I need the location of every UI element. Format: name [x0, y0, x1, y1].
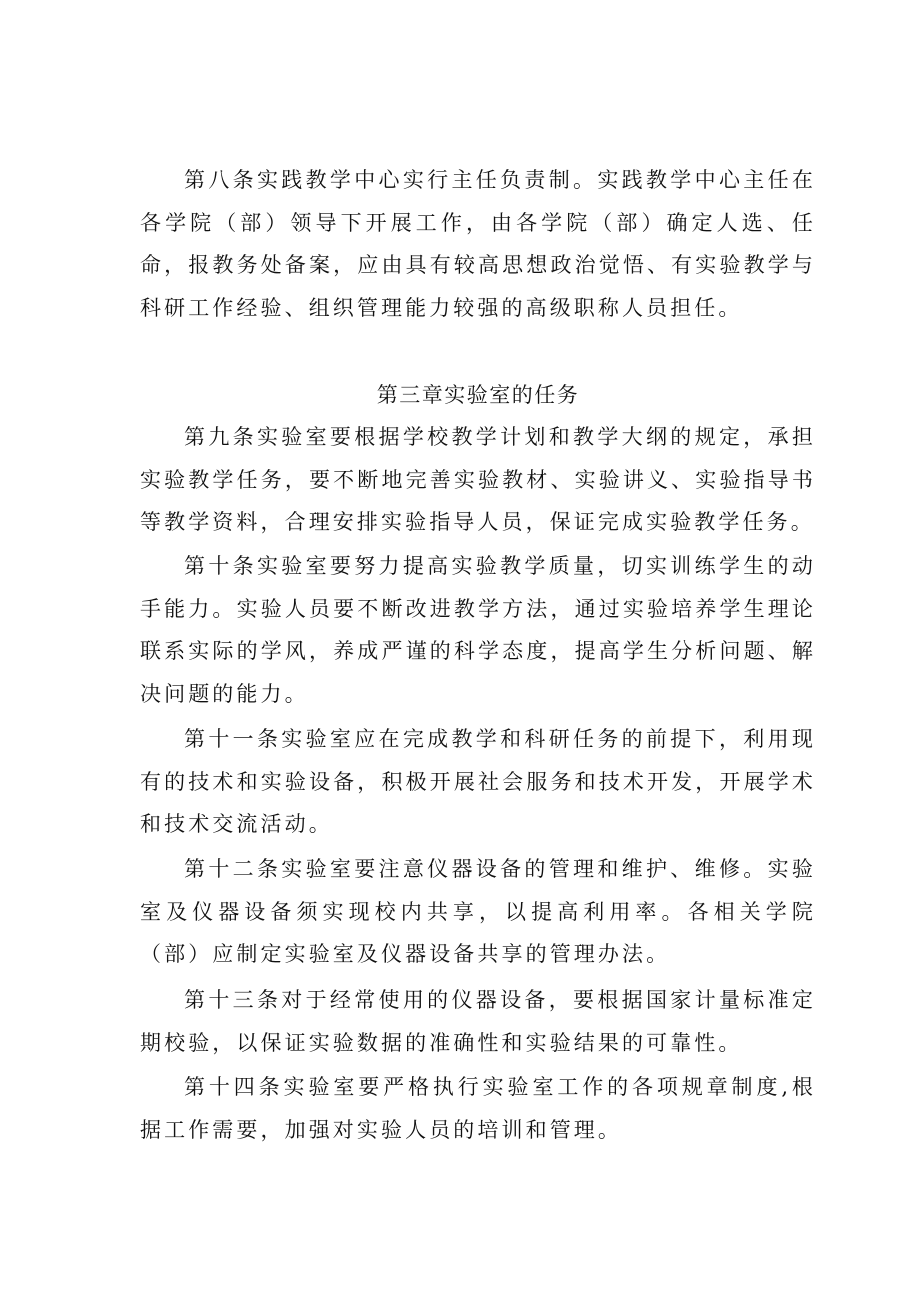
paragraph-article-11: 第十一条实验室应在完成教学和科研任务的前提下，利用现有的技术和实验设备，积极开展社会服务和技术开发，开展学术和技术交流活动。 [140, 727, 816, 837]
paragraph-article-14: 第十四条实验室要严格执行实验室工作的各项规章制度,根据工作需要，加强对实验人员的培训和管理。 [140, 1075, 816, 1142]
paragraph-article-8: 第八条实践教学中心实行主任负责制。实践教学中心主任在各学院（部）领导下开展工作，由各学院（部）确定人选、任命，报教务处备案，应由具有较高思想政治觉悟、有实验教学与科研工作经验、组织管理能力较强的高级职称人员担任。 [140, 168, 816, 320]
paragraph-article-9: 第九条实验室要根据学校教学计划和教学大纲的规定，承担实验教学任务，要不断地完善实验教材、实验讲义、实验指导书等教学资料，合理安排实验指导人员，保证完成实验教学任务。 [140, 425, 816, 535]
paragraph-article-13: 第十三条对于经常使用的仪器设备，要根据国家计量标准定期校验，以保证实验数据的准确性和实验结果的可靠性。 [140, 988, 816, 1055]
chapter-heading: 第三章实验室的任务 [376, 383, 580, 407]
paragraph-article-10: 第十条实验室要努力提高实验教学质量，切实训练学生的动手能力。实验人员要不断改进教学方法，通过实验培养学生理论联系实际的学风，养成严谨的科学态度，提高学生分析问题、解决问题的能力。 [140, 554, 816, 706]
paragraph-article-12: 第十二条实验室要注意仪器设备的管理和维护、维修。实验室及仪器设备须实现校内共享，以提高利用率。各相关学院（部）应制定实验室及仪器设备共享的管理办法。 [140, 857, 816, 967]
